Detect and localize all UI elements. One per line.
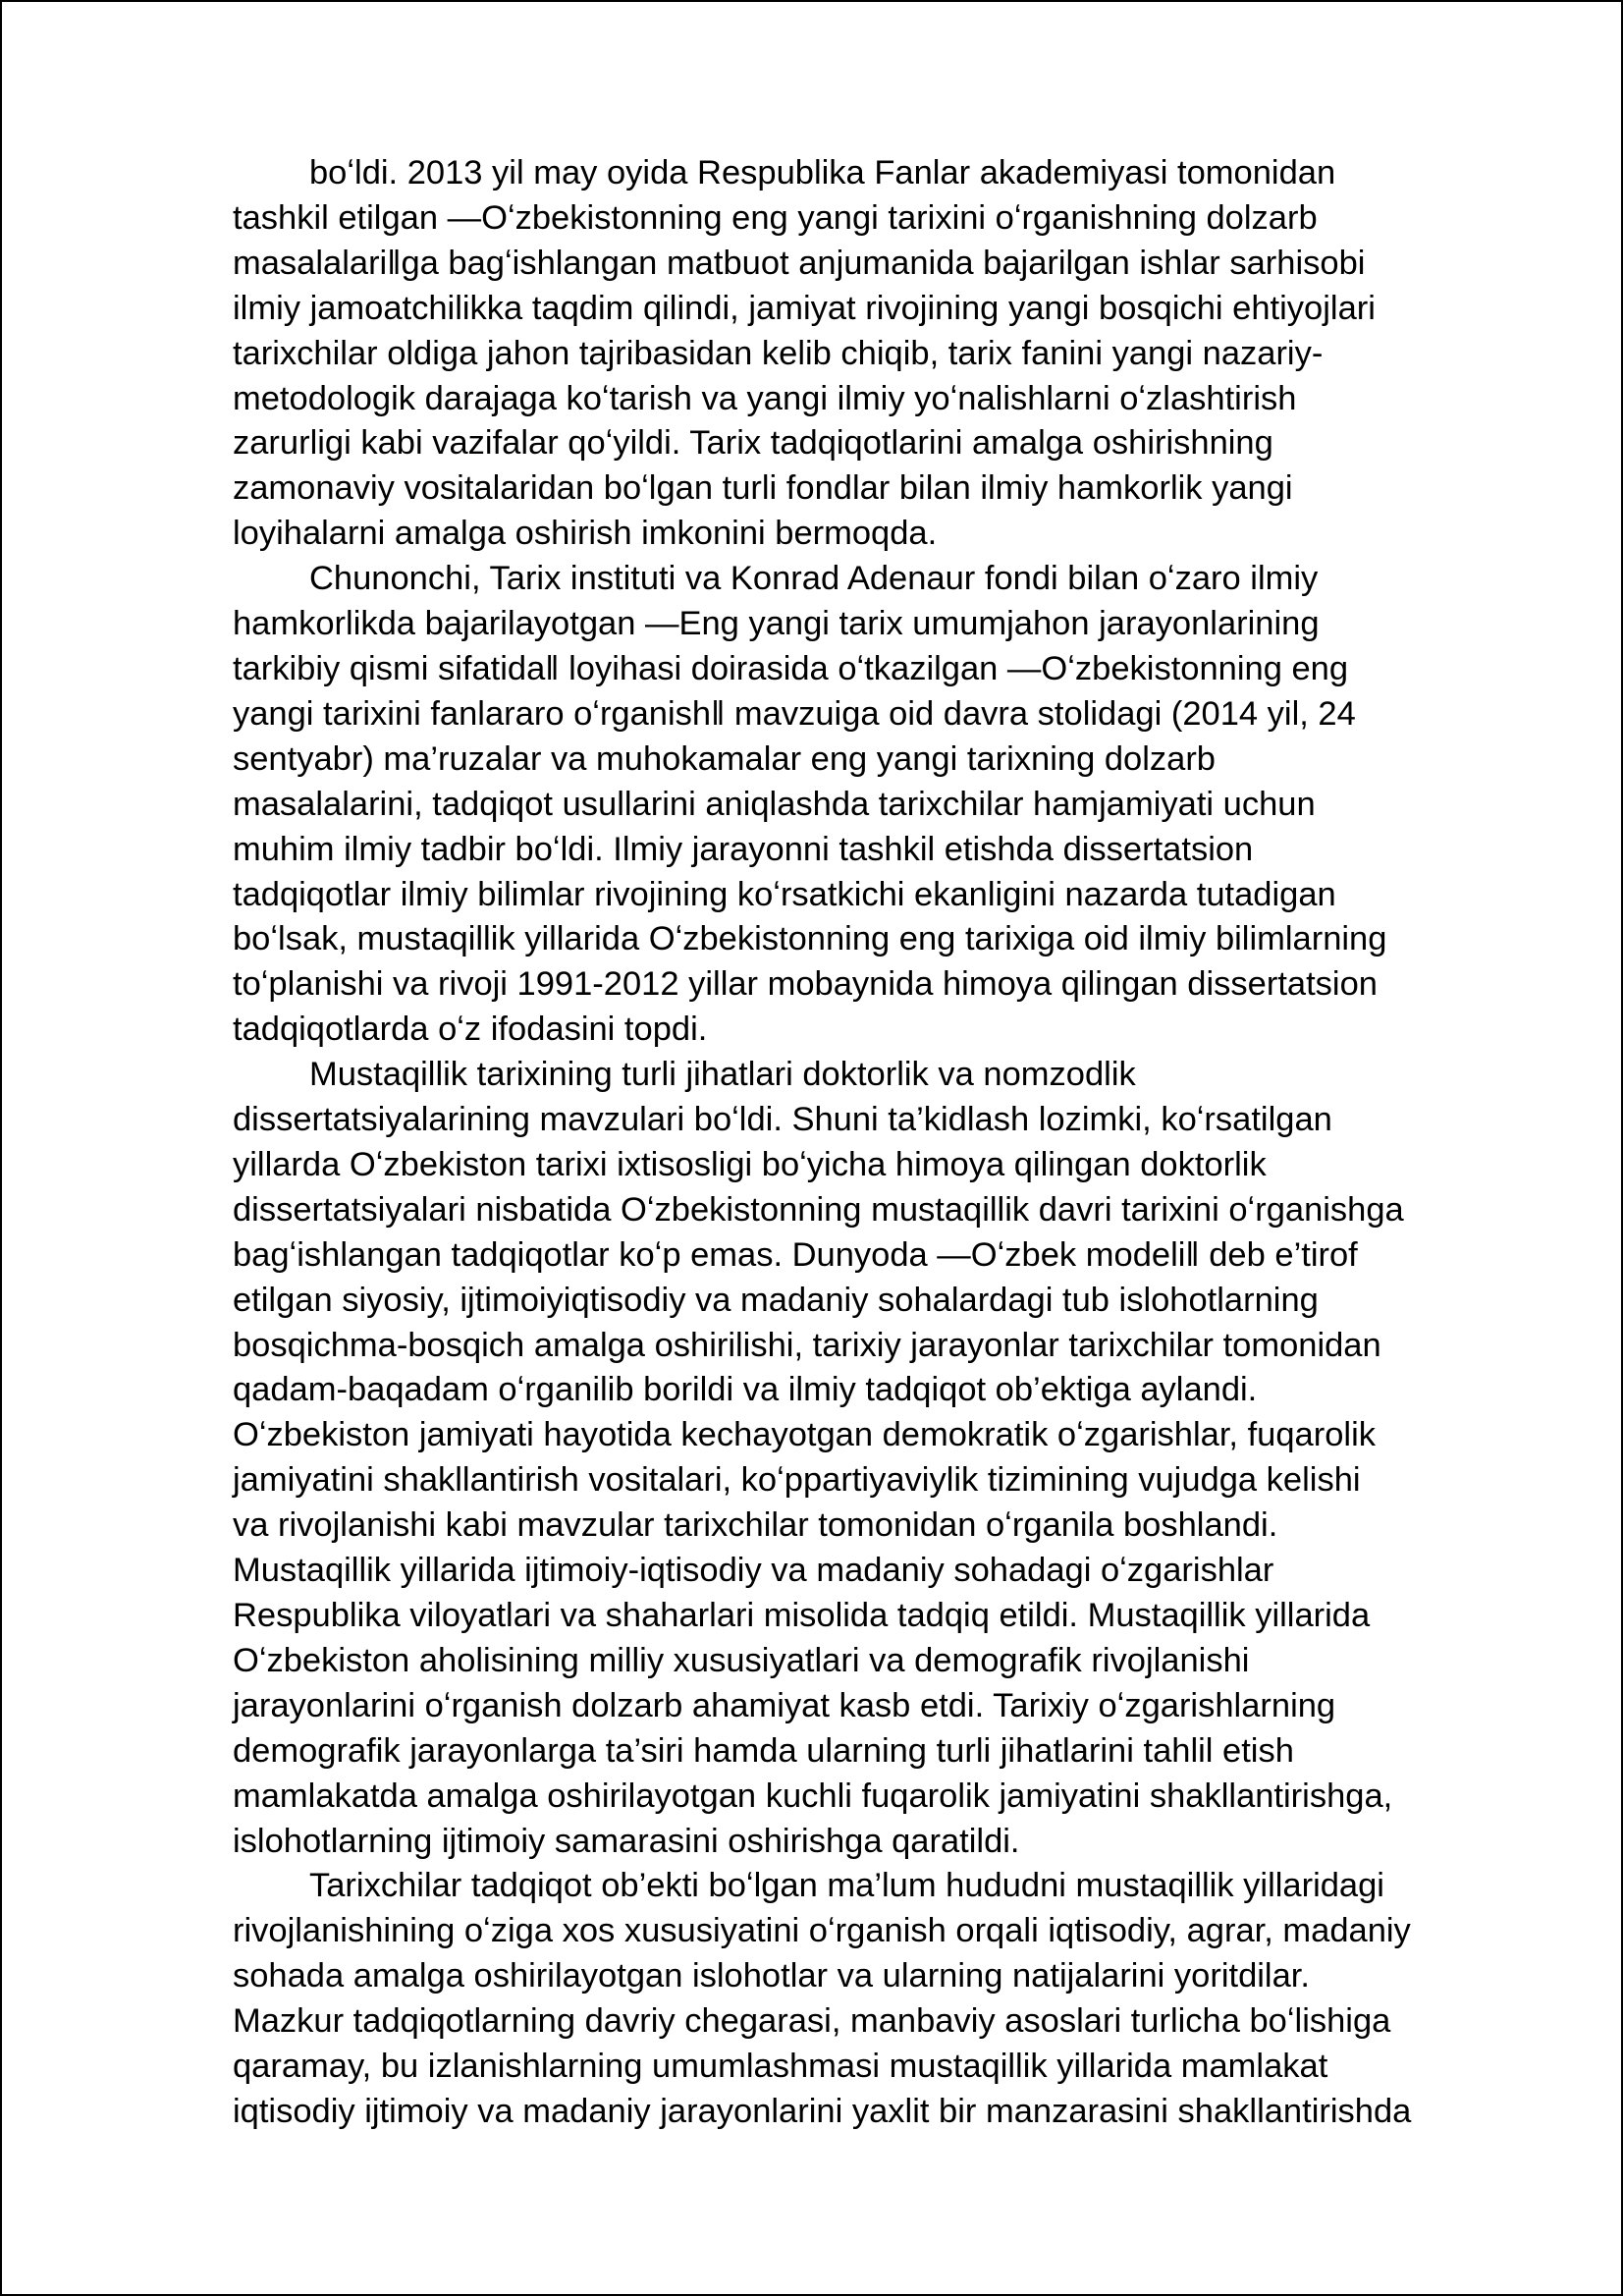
text-line: dissertatsiyalari nisbatida Oʻzbekistonning mustaqillik davri tarixini oʻrganishga [233, 1190, 1404, 1229]
text-line: tadqiqotlar ilmiy bilimlar rivojining koʻrsatkichi ekanligini nazarda tutadigan [233, 875, 1336, 913]
text-line: etilgan siyosiy, ijtimoiyiqtisodiy va madaniy sohalardagi tub islohotlarning [233, 1281, 1319, 1319]
text-line: Mustaqillik tarixining turli jihatlari doktorlik va nomzodlik [309, 1056, 1136, 1094]
paragraph-4 [233, 1864, 1514, 2134]
text-line: yangi tarixini fanlararo oʻrganish‖ mavzuiga oid davra stolidagi (2014 yil, 24 [233, 694, 1356, 733]
text-line: muhim ilmiy tadbir boʻldi. Ilmiy jarayonni tashkil etishda dissertatsion [233, 830, 1254, 868]
text-line: va rivojlanishi kabi mavzular tarixchilar tomonidan oʻrganila boshlandi. [233, 1506, 1278, 1545]
text-line: tashkil etilgan ―Oʻzbekistonning eng yangi tarixini oʻrganishning dolzarb [233, 198, 1318, 237]
text-line: ilmiy jamoatchilikka taqdim qilindi, jamiyat rivojining yangi bosqichi ehtiyojlari [233, 289, 1376, 327]
text-line: demografik jarayonlarga ta’siri hamda ularning turli jihatlarini tahlil etish [233, 1731, 1294, 1770]
text-line: Chunonchi, Tarix instituti va Konrad Adenaur fondi bilan oʻzaro ilmiy [309, 560, 1319, 598]
text-line: yillarda Oʻzbekiston tarixi ixtisosligi boʻyicha himoya qilingan doktorlik [233, 1145, 1267, 1183]
text-line: jarayonlarini oʻrganish dolzarb ahamiyat kasb etdi. Tarixiy oʻzgarishlarning [233, 1686, 1336, 1724]
text-line: boʻlsak, mustaqillik yillarida Oʻzbekistonning eng tarixiga oid ilmiy bilimlarning [233, 920, 1387, 958]
text-line: zamonaviy vositalaridan boʻlgan turli fondlar bilan ilmiy hamkorlik yangi [233, 469, 1293, 508]
text-line: toʻplanishi va rivoji 1991-2012 yillar mobaynida himoya qilingan dissertatsion [233, 965, 1378, 1004]
paragraph-3 [233, 1053, 1514, 1864]
text-line: qadam-baqadam oʻrganilib borildi va ilmiy tadqiqot ob’ektiga aylandi. [233, 1371, 1258, 1409]
text-line: masalalari‖ga bagʻishlangan matbuot anjumanida bajarilgan ishlar sarhisobi [233, 244, 1366, 282]
text-line: metodologik darajaga koʻtarish va yangi ilmiy yoʻnalishlarni oʻzlashtirish [233, 379, 1297, 417]
text-line: Oʻzbekiston aholisining milliy xususiyatlari va demografik rivojlanishi [233, 1641, 1250, 1679]
text-line: tarkibiy qismi sifatida‖ loyihasi doirasida oʻtkazilgan ―Oʻzbekistonning eng [233, 649, 1349, 687]
text-line: sohada amalga oshirilayotgan islohotlar va ularning natijalarini yoritdilar. [233, 1957, 1310, 1995]
text-line: hamkorlikda bajarilayotgan ―Eng yangi tarix umumjahon jarayonlarining [233, 605, 1320, 643]
text-line: tadqiqotlarda oʻz ifodasini topdi. [233, 1011, 708, 1049]
text-line: bagʻishlangan tadqiqotlar koʻp emas. Dunyoda ―Oʻzbek modeli‖ deb e’tirof [233, 1235, 1358, 1274]
text-line: Tarixchilar tadqiqot ob’ekti boʻlgan ma’lum hududni mustaqillik yillaridagi [309, 1867, 1384, 1905]
text-line: iqtisodiy ijtimoiy va madaniy jarayonlarini yaxlit bir manzarasini shakllantirishda [233, 2092, 1412, 2130]
text-line: jamiyatini shakllantirish vositalari, koʻppartiyaviylik tizimining vujudga kelishi [233, 1461, 1361, 1500]
text-line: boʻldi. 2013 yil may oyida Respublika Fanlar akademiyasi tomonidan [309, 154, 1336, 191]
text-line: masalalarini, tadqiqot usullarini aniqlashda tarixchilar hamjamiyati uchun [233, 785, 1316, 823]
text-line: sentyabr) ma’ruzalar va muhokamalar eng yangi tarixning dolzarb [233, 739, 1216, 778]
text-line: Respublika viloyatlari va shaharlari misolida tadqiq etildi. Mustaqillik yillarida [233, 1597, 1371, 1634]
paragraph-1 [233, 151, 1514, 557]
text-line: Mustaqillik yillarida ijtimoiy-iqtisodiy va madaniy sohadagi oʻzgarishlar [233, 1552, 1274, 1590]
text-line: qaramay, bu izlanishlarning umumlashmasi mustaqillik yillarida mamlakat [233, 2048, 1328, 2086]
text-line: dissertatsiyalarining mavzulari boʻldi. Shuni ta’kidlash lozimki, koʻrsatilgan [233, 1101, 1332, 1139]
body-text [233, 151, 1514, 2135]
text-line: rivojlanishining oʻziga xos xususiyatini oʻrganish orqali iqtisodiy, agrar, madaniy [233, 1912, 1411, 1950]
text-line: islohotlarning ijtimoiy samarasini oshirishga qaratildi. [233, 1822, 1020, 1860]
text-line: tarixchilar oldiga jahon tajribasidan kelib chiqib, tarix fanini yangi nazariy- [233, 334, 1324, 372]
text-line: zarurligi kabi vazifalar qoʻyildi. Tarix tadqiqotlarini amalga oshirishning [233, 424, 1273, 463]
text-line: loyihalarni amalga oshirish imkonini bermoqda. [233, 515, 938, 553]
text-line: bosqichma-bosqich amalga oshirilishi, tarixiy jarayonlar tarixchilar tomonidan [233, 1326, 1381, 1364]
text-line: mamlakatda amalga oshirilayotgan kuchli fuqarolik jamiyatini shakllantirishga, [233, 1777, 1393, 1815]
text-line: Oʻzbekiston jamiyati hayotida kechayotgan demokratik oʻzgarishlar, fuqarolik [233, 1416, 1377, 1454]
paragraph-2 [233, 557, 1514, 1053]
text-line: Mazkur tadqiqotlarning davriy chegarasi, manbaviy asoslari turlicha boʻlishiga [233, 2002, 1391, 2041]
